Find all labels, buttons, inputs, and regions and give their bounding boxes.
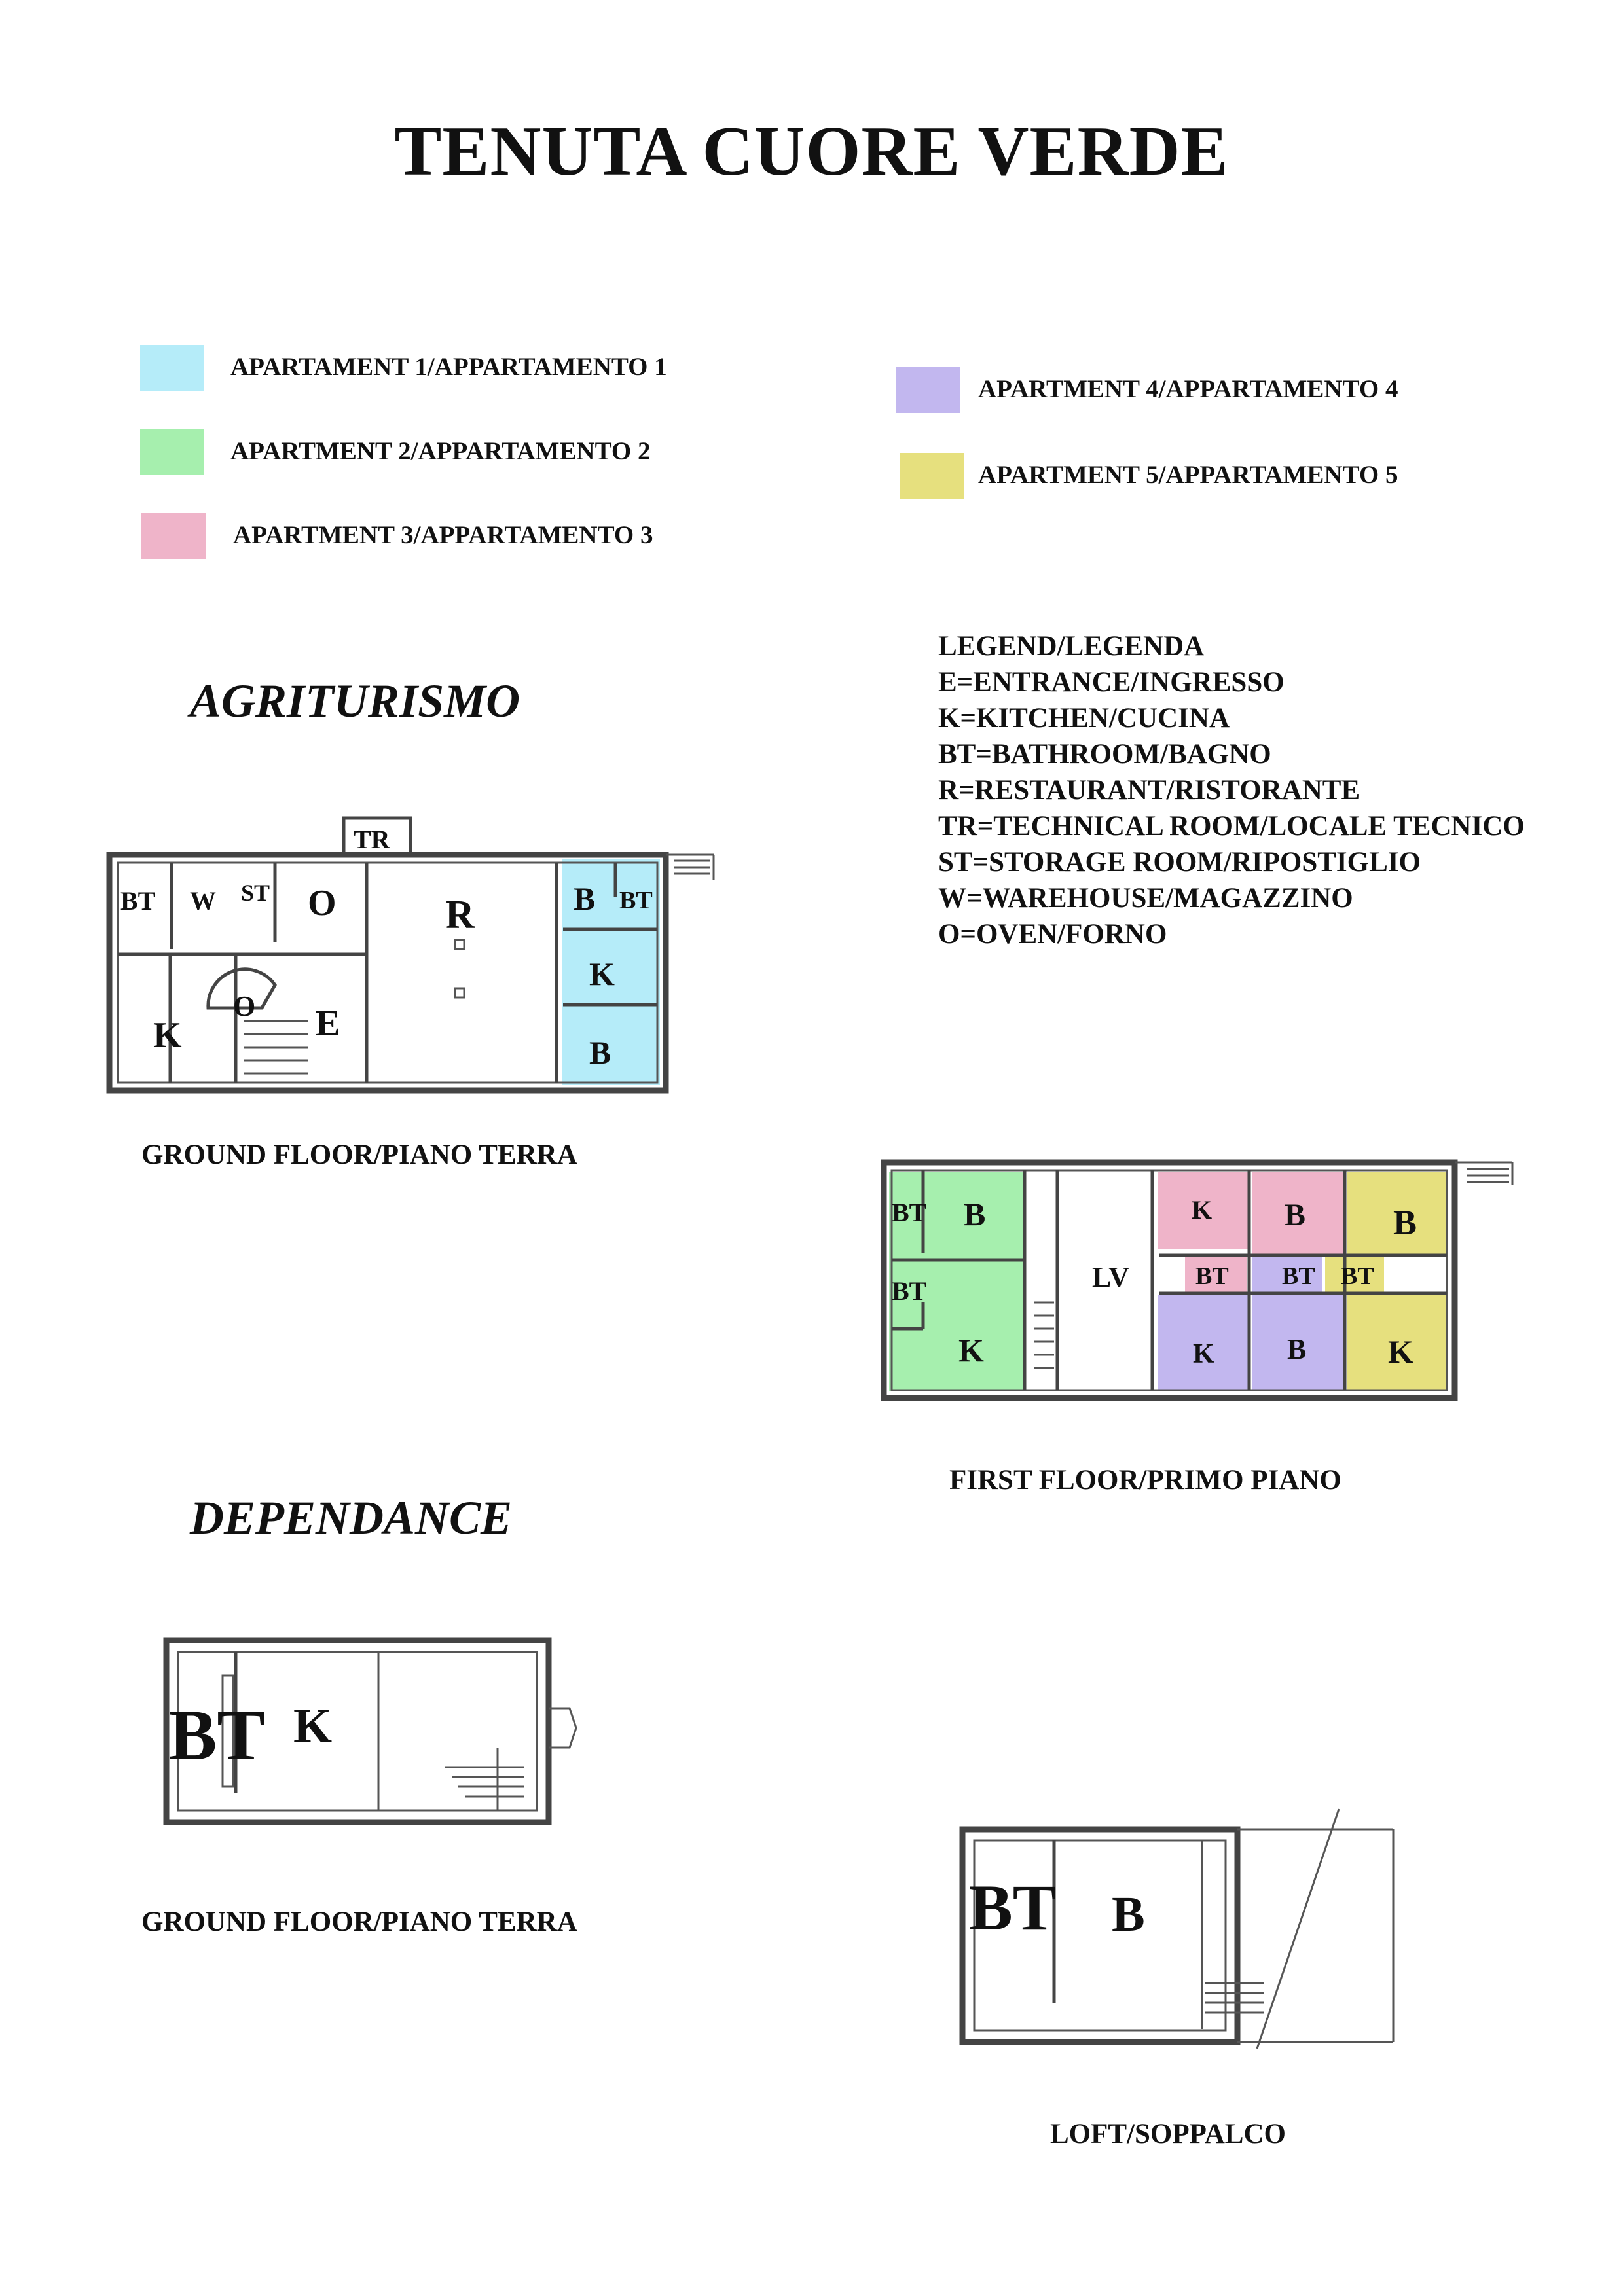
room-label-k: K xyxy=(1388,1333,1413,1370)
apt3-label: APARTMENT 3/APPARTAMENTO 3 xyxy=(233,521,653,549)
apt5-label: APARTMENT 5/APPARTAMENTO 5 xyxy=(978,461,1398,489)
room-label-k: K xyxy=(293,1698,333,1753)
room-label-b: B xyxy=(1287,1333,1307,1365)
room-label-bt: BT xyxy=(169,1695,265,1775)
room-label-bt: BT xyxy=(969,1871,1057,1944)
page-title: TENUTA CUORE VERDE xyxy=(394,113,1229,190)
room-label-st: ST xyxy=(241,880,270,906)
room-label-b: B xyxy=(1112,1887,1145,1942)
room-label-o: O xyxy=(233,990,256,1022)
room-label-r: R xyxy=(445,893,475,937)
room-label-w: W xyxy=(190,886,216,916)
room-label-bt: BT xyxy=(892,1198,927,1227)
room-label-bt: BT xyxy=(1195,1263,1229,1290)
room-label-lv: LV xyxy=(1092,1261,1130,1293)
key-heading: LEGEND/LEGENDA xyxy=(938,631,1205,662)
key-warehouse: W=WAREHOUSE/MAGAZZINO xyxy=(938,883,1353,914)
section-dependance: DEPENDANCE xyxy=(190,1492,513,1544)
room-label-b: B xyxy=(1285,1198,1306,1232)
room-label-bt: BT xyxy=(619,887,653,914)
caption-dep-ground: GROUND FLOOR/PIANO TERRA xyxy=(141,1907,577,1937)
room-label-tr: TR xyxy=(354,825,390,854)
room-label-b: B xyxy=(589,1034,611,1071)
dep-loft-plan xyxy=(962,1809,1393,2049)
key-technical-room: TR=TECHNICAL ROOM/LOCALE TECNICO xyxy=(938,811,1525,842)
agri-first-floor-plan xyxy=(884,1162,1512,1398)
dep-ground-floor-plan xyxy=(166,1640,576,1822)
apt1-label: APARTAMENT 1/APPARTAMENTO 1 xyxy=(230,353,667,381)
key-kitchen: K=KITCHEN/CUCINA xyxy=(938,703,1230,734)
room-label-b: B xyxy=(964,1196,986,1232)
room-label-k: K xyxy=(958,1332,984,1369)
key-oven: O=OVEN/FORNO xyxy=(938,919,1167,950)
key-entrance: E=ENTRANCE/INGRESSO xyxy=(938,667,1285,698)
room-label-k: K xyxy=(1193,1339,1214,1369)
room-label-b: B xyxy=(1393,1203,1417,1242)
room-label-bt: BT xyxy=(892,1276,927,1306)
room-label-k: K xyxy=(1192,1195,1213,1225)
room-label-bt: BT xyxy=(120,886,156,916)
key-restaurant: R=RESTAURANT/RISTORANTE xyxy=(938,775,1360,806)
room-label-o: O xyxy=(308,883,337,924)
agri-ground-floor-plan xyxy=(109,818,714,1090)
room-label-bt: BT xyxy=(1341,1263,1374,1290)
apt4-label: APARTMENT 4/APPARTAMENTO 4 xyxy=(978,375,1398,403)
section-agriturismo: AGRITURISMO xyxy=(190,675,520,727)
room-label-bt: BT xyxy=(1282,1263,1315,1290)
room-label-k: K xyxy=(153,1015,182,1056)
caption-agri-first: FIRST FLOOR/PRIMO PIANO xyxy=(949,1465,1341,1496)
room-label-e: E xyxy=(316,1003,340,1044)
room-label-k: K xyxy=(589,956,615,992)
key-storage-room: ST=STORAGE ROOM/RIPOSTIGLIO xyxy=(938,847,1421,878)
key-bathroom: BT=BATHROOM/BAGNO xyxy=(938,739,1271,770)
caption-dep-loft: LOFT/SOPPALCO xyxy=(1050,2119,1286,2149)
caption-agri-ground: GROUND FLOOR/PIANO TERRA xyxy=(141,1139,577,1170)
apt2-label: APARTMENT 2/APPARTAMENTO 2 xyxy=(230,437,651,465)
room-label-b: B xyxy=(574,880,596,917)
